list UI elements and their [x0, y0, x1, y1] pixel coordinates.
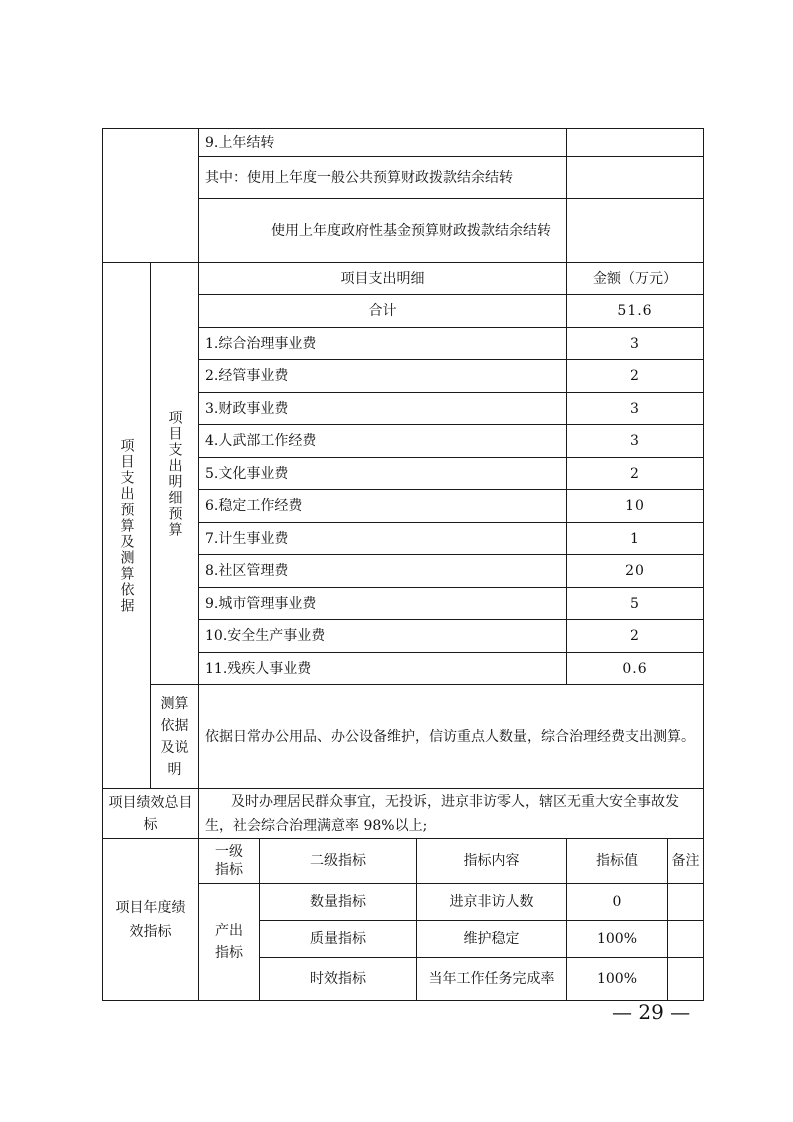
expense-item-label: 3.财政事业费: [199, 393, 567, 425]
expense-detail-label: 项目支出明细预算: [151, 263, 199, 685]
page-number: — 29 —: [612, 1000, 691, 1024]
expense-item-amount: 10: [567, 490, 704, 523]
carryover-fund-amount: [567, 199, 704, 263]
table-row: [103, 789, 704, 839]
indicator-level2: 质量指标: [260, 921, 417, 958]
expense-item-amount: 3: [567, 425, 704, 458]
level1-header: 一级指标: [199, 839, 260, 884]
value-header: 指标值: [596, 853, 638, 869]
expense-item-label: 7.计生事业费: [199, 523, 567, 555]
output-indicator-label: 产出指标: [199, 884, 260, 1001]
indicator-content: 进京非访人数: [417, 884, 567, 921]
indicator-value: 0: [612, 894, 622, 910]
expense-item-label: 9.城市管理事业费: [199, 588, 567, 620]
level2-header: 二级指标: [260, 839, 417, 884]
expense-budget-label: 项目支出预算及测算依据: [103, 263, 151, 789]
budget-table: [102, 128, 704, 1001]
total-label: 合计: [199, 295, 567, 328]
carryover-amount: [567, 129, 704, 157]
expense-item-amount: 2: [567, 620, 704, 653]
goal-text: 及时办理居民群众事宜，无投诉，进京非访零人，辖区无重大安全事故发生，社会综合治理满意率 98%以上;: [199, 789, 704, 839]
indicator-note: [667, 884, 703, 920]
indicator-value: 100%: [596, 971, 638, 987]
table-row: [103, 685, 704, 789]
amount-header: 金额（万元）: [567, 263, 704, 295]
carryover-label: 9.上年结转: [199, 129, 567, 157]
indicator-content: 维护稳定: [417, 921, 567, 958]
indicator-level2: 数量指标: [260, 884, 417, 921]
basis-text: 依据日常办公用品、办公设备维护，信访重点人数量，综合治理经费支出测算。: [199, 685, 704, 789]
expense-item-label: 4.人武部工作经费: [199, 425, 567, 458]
indicator-content: 当年工作任务完成率: [417, 958, 567, 1001]
expense-item-label: 10.安全生产事业费: [199, 620, 567, 653]
carryover-fund-label: 使用上年度政府性基金预算财政拨款结余结转: [199, 199, 567, 263]
table-row: [103, 263, 704, 295]
indicator-value-note: [567, 958, 704, 1001]
expense-item-label: 1.综合治理事业费: [199, 328, 567, 360]
total-amount: 51.6: [567, 295, 704, 328]
carryover-general-amount: [567, 157, 704, 199]
content-header: 指标内容: [417, 839, 567, 884]
indicator-level2: 时效指标: [260, 958, 417, 1001]
indicator-note: [667, 921, 703, 957]
expense-item-label: 8.社区管理费: [199, 555, 567, 588]
expense-item-label: 2.经管事业费: [199, 360, 567, 393]
expense-item-amount: 5: [567, 588, 704, 620]
note-header: 备注: [667, 839, 703, 883]
goal-label: 项目绩效总目标: [103, 789, 199, 839]
expense-item-amount: 3: [567, 393, 704, 425]
expense-item-amount: 0.6: [567, 653, 704, 685]
expense-item-label: 5.文化事业费: [199, 458, 567, 490]
basis-label: 测算依据及说明: [151, 685, 199, 789]
value-note-header: [567, 839, 704, 884]
expense-item-amount: 2: [567, 360, 704, 393]
expense-item-amount: 2: [567, 458, 704, 490]
table-row: [103, 839, 704, 884]
indicator-note: [667, 958, 703, 1000]
expense-item-amount: 1: [567, 523, 704, 555]
indicator-value: 100%: [596, 931, 638, 947]
table-row: [103, 129, 704, 157]
indicator-value-note: [567, 921, 704, 958]
expense-item-label: 11.残疾人事业费: [199, 653, 567, 685]
carryover-general-label: 其中：使用上年度一般公共预算财政拨款结余结转: [199, 157, 567, 199]
detail-header: 项目支出明细: [199, 263, 567, 295]
expense-item-amount: 20: [567, 555, 704, 588]
blank-cell: [103, 129, 199, 263]
expense-item-label: 6.稳定工作经费: [199, 490, 567, 523]
indicator-value-note: [567, 884, 704, 921]
annual-indicators-label: 项目年度绩效指标: [103, 839, 199, 1001]
expense-item-amount: 3: [567, 328, 704, 360]
